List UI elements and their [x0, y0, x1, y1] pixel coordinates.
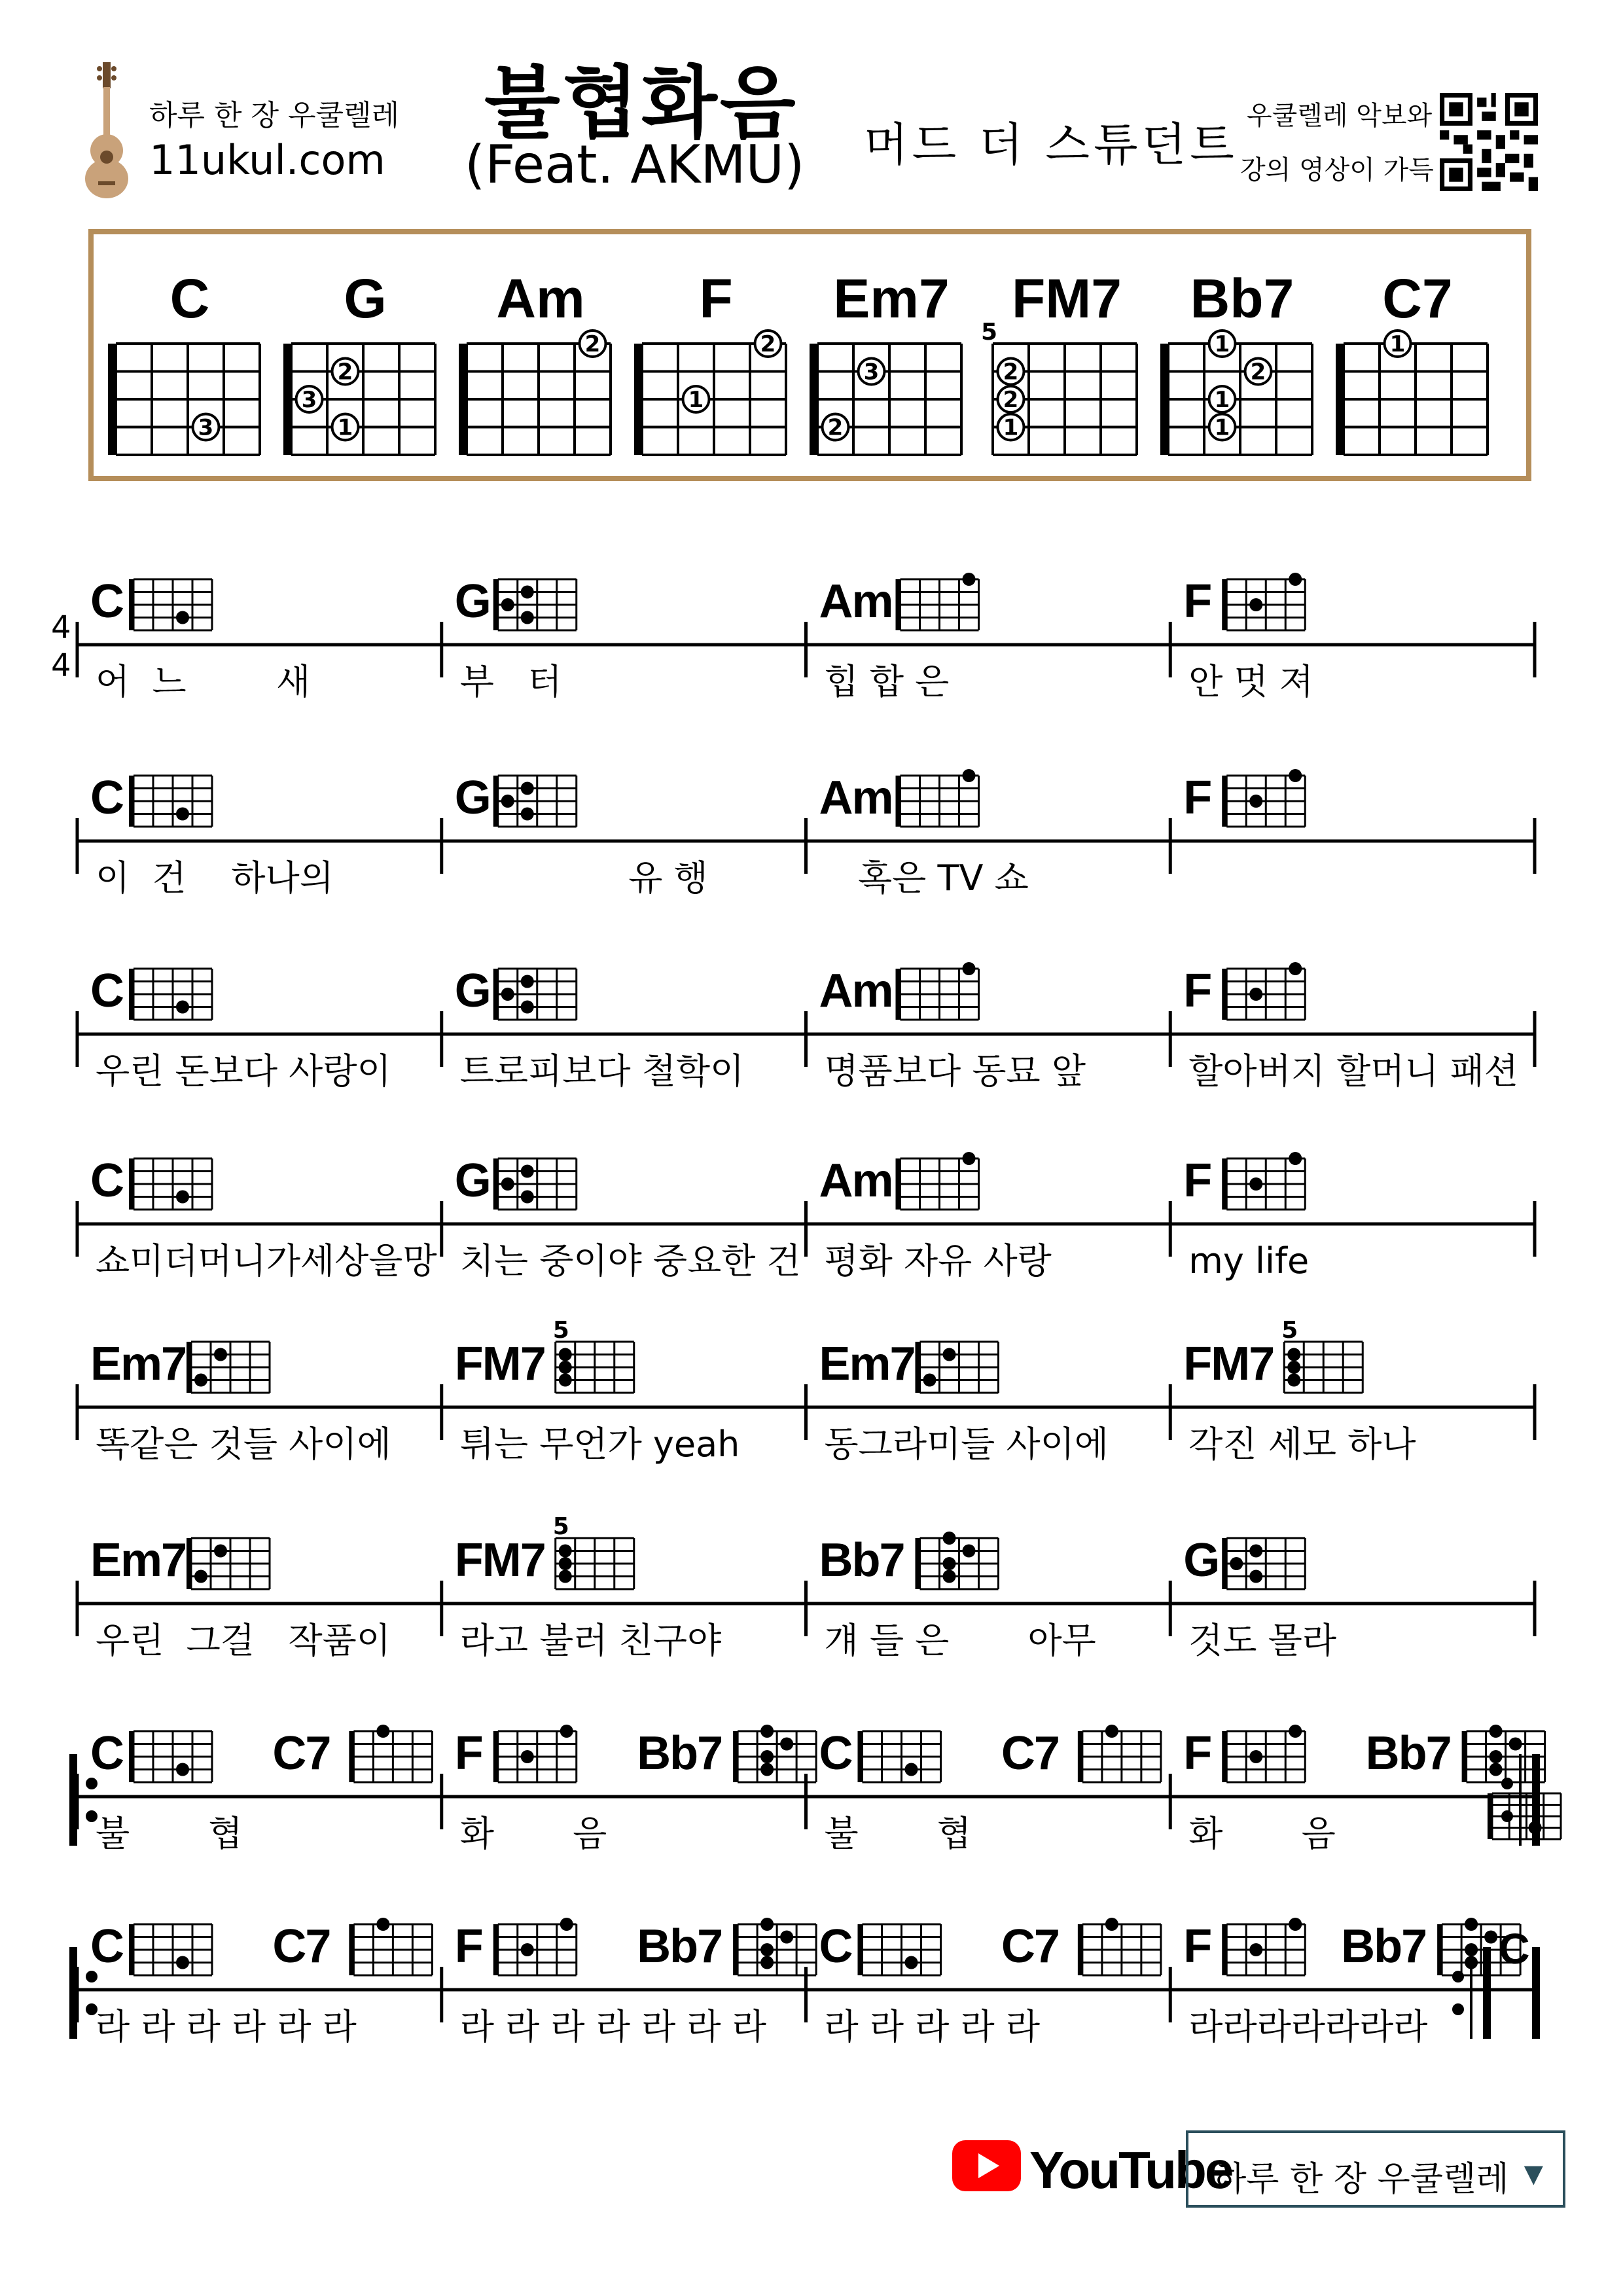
lyric-text: 부 터: [459, 661, 562, 702]
chord-symbol: G: [1183, 1534, 1219, 1587]
finger-number: 2: [760, 331, 776, 357]
chord-symbol: F: [454, 1727, 482, 1780]
chord-symbol: F: [1183, 965, 1211, 1017]
finger-number: 1: [1003, 414, 1019, 441]
finger-dot: [1529, 1821, 1542, 1835]
finger-dot: [559, 1570, 572, 1583]
finger-dot: [1105, 1918, 1118, 1931]
lyric-text: 안 멋 져: [1188, 661, 1314, 702]
fret-position-label: 5: [552, 1513, 569, 1540]
chord-symbol: G: [454, 575, 490, 628]
finger-dot: [521, 1001, 534, 1014]
finger-dot: [1249, 1177, 1262, 1191]
chord-symbol: C: [90, 575, 123, 628]
finger-dot: [521, 1191, 534, 1204]
finger-dot: [1105, 1725, 1118, 1738]
chord-symbol: G: [454, 772, 490, 824]
finger-dot: [176, 808, 189, 821]
finger-dot: [760, 1918, 774, 1931]
finger-dot: [760, 1943, 774, 1956]
finger-dot: [560, 1918, 573, 1931]
finger-dot: [214, 1348, 227, 1361]
chord-symbol: C7: [272, 1727, 330, 1780]
lyric-text: 걔 들 은 아무: [824, 1620, 1096, 1661]
repeat-dot: [1501, 1778, 1513, 1789]
chord-symbol: C7: [1001, 1920, 1059, 1973]
lyric-text: 명품보다 동묘 앞: [824, 1050, 1086, 1092]
chord-symbol: C: [819, 1727, 852, 1780]
finger-dot: [760, 1956, 774, 1969]
chord-chart-name: Em7: [833, 268, 950, 329]
finger-dot: [1287, 1374, 1300, 1387]
lyric-text: 튀는 무언가 yeah: [459, 1424, 740, 1465]
finger-dot: [1289, 769, 1302, 782]
youtube-wordmark: YouTube: [1029, 2141, 1232, 2199]
chord-symbol: G: [454, 965, 490, 1017]
chord-symbol: C: [1499, 1924, 1530, 1973]
finger-dot: [963, 1152, 976, 1165]
finger-dot: [1289, 1725, 1302, 1738]
finger-dot: [963, 1545, 976, 1558]
finger-dot: [760, 1750, 774, 1763]
finger-dot: [1484, 1931, 1497, 1944]
repeat-start-thick: [69, 1947, 77, 2039]
finger-dot: [521, 808, 534, 821]
finger-dot: [376, 1725, 389, 1738]
finger-dot: [521, 1943, 534, 1956]
lyric-text: 각진 세모 하나: [1188, 1424, 1416, 1465]
fret-position-label: 5: [981, 319, 998, 346]
finger-dot: [1289, 1152, 1302, 1165]
chord-chart-name: F: [699, 268, 733, 329]
lyric-text: 힙 합 은: [824, 661, 950, 702]
finger-dot: [1287, 1348, 1300, 1361]
lyric-text: my life: [1188, 1240, 1310, 1282]
chord-symbol: C7: [272, 1920, 330, 1973]
finger-dot: [1249, 1545, 1262, 1558]
chord-chart-name: G: [344, 268, 387, 329]
chord-chart-name: C7: [1382, 268, 1453, 329]
finger-dot: [1249, 1943, 1262, 1956]
finger-number: 2: [584, 331, 601, 357]
lyric-text: 어 느 새: [96, 661, 311, 702]
finger-number: 2: [1250, 359, 1266, 386]
finger-dot: [1249, 1750, 1262, 1763]
lyric-text: 라 라 라 라 라 라 라: [459, 2006, 766, 2047]
finger-dot: [1249, 795, 1262, 808]
finger-number: 3: [301, 387, 317, 413]
channel-select[interactable]: [1186, 2130, 1565, 2208]
youtube-logo[interactable]: [952, 2140, 1232, 2199]
brand-url: 11ukul.com: [149, 136, 385, 184]
finger-dot: [176, 1001, 189, 1014]
finger-number: 2: [827, 414, 844, 441]
lyric-text: 혹은 TV 쇼: [824, 857, 1029, 899]
finger-dot: [943, 1570, 956, 1583]
lyric-text: 라고 불러 친구야: [459, 1620, 722, 1661]
finger-dot: [194, 1374, 207, 1387]
lyric-text: 치는 중이야 중요한 건: [459, 1240, 801, 1282]
finger-number: 3: [198, 414, 214, 441]
lyric-text: 유 행: [459, 857, 708, 899]
finger-dot: [1489, 1750, 1503, 1763]
lyric-text: 우린 그걸 작품이: [96, 1620, 391, 1661]
finger-dot: [1249, 1570, 1262, 1583]
chord-chart-name: C: [169, 268, 210, 329]
finger-dot: [1230, 1557, 1243, 1570]
finger-dot: [963, 769, 976, 782]
chord-symbol: Bb7: [1341, 1920, 1427, 1973]
chord-symbol: F: [454, 1920, 482, 1973]
finger-dot: [963, 573, 976, 586]
finger-dot: [559, 1557, 572, 1570]
chord-symbol: C: [90, 1155, 123, 1207]
chord-symbol: G: [454, 1155, 490, 1207]
lyric-text: 것도 몰라: [1188, 1620, 1337, 1661]
finger-dot: [559, 1361, 572, 1374]
lyric-text: 쇼미더머니가세상을망: [96, 1240, 437, 1282]
finger-dot: [559, 1374, 572, 1387]
finger-dot: [376, 1918, 389, 1931]
youtube-play-icon: [952, 2140, 1021, 2191]
finger-dot: [559, 1545, 572, 1558]
lyric-text: 동그라미들 사이에: [824, 1424, 1109, 1465]
chord-symbol: FM7: [454, 1338, 545, 1390]
chord-symbol: Am: [819, 772, 893, 824]
finger-dot: [1489, 1725, 1503, 1738]
chord-symbol: F: [1183, 1920, 1211, 1973]
finger-dot: [963, 962, 976, 975]
finger-dot: [1289, 1918, 1302, 1931]
finger-dot: [905, 1763, 918, 1776]
chord-symbol: Em7: [90, 1338, 187, 1390]
promo-text-line1: 우쿨렐레 악보와: [1247, 101, 1433, 131]
finger-dot: [1465, 1918, 1478, 1931]
lyric-text: 똑같은 것들 사이에: [96, 1424, 391, 1465]
dropdown-triangle-icon: ▼: [1524, 2159, 1543, 2188]
lyric-text: 라 라 라 라 라: [824, 2006, 1040, 2047]
chord-symbol: C: [90, 965, 123, 1017]
finger-dot: [1509, 1738, 1522, 1751]
finger-dot: [1287, 1361, 1300, 1374]
finger-number: 2: [337, 359, 353, 386]
finger-number: 1: [688, 387, 704, 413]
finger-number: 2: [1003, 387, 1019, 413]
finger-dot: [501, 988, 514, 1001]
chord-symbol: F: [1183, 1727, 1211, 1780]
chord-symbol: Bb7: [637, 1727, 722, 1780]
finger-dot: [176, 1191, 189, 1204]
chord-symbol: C: [819, 1920, 852, 1973]
finger-dot: [943, 1557, 956, 1570]
repeat-start-thick: [69, 1754, 77, 1846]
lyric-text: 우린 돈보다 사랑이: [96, 1050, 391, 1092]
promo-text-line2: 강의 영상이 가득: [1240, 155, 1434, 185]
lyric-text: 라 라 라 라 라 라: [96, 2006, 357, 2047]
finger-dot: [1465, 1956, 1478, 1969]
finger-dot: [923, 1374, 936, 1387]
finger-dot: [521, 782, 534, 795]
finger-dot: [1465, 1943, 1478, 1956]
finger-dot: [501, 1177, 514, 1191]
finger-dot: [760, 1725, 774, 1738]
finger-dot: [176, 1763, 189, 1776]
song-title: 불협화음: [484, 58, 798, 149]
lyric-text: 트로피보다 철학이: [459, 1050, 745, 1092]
finger-number: 1: [337, 414, 353, 441]
finger-dot: [1489, 1763, 1503, 1776]
chord-symbol: Am: [819, 575, 893, 628]
finger-dot: [905, 1956, 918, 1969]
finger-dot: [521, 1165, 534, 1178]
finger-dot: [943, 1348, 956, 1361]
chord-chart-name: FM7: [1012, 268, 1122, 329]
finger-dot: [521, 975, 534, 988]
finger-dot: [559, 1348, 572, 1361]
finger-number: 1: [1214, 387, 1230, 413]
final-bar-thick: [1532, 1947, 1540, 2039]
lyric-text: 불 협: [96, 1813, 243, 1854]
finger-number: 2: [1003, 359, 1019, 386]
chord-chart-name: Bb7: [1190, 268, 1294, 329]
chord-symbol: F: [1183, 772, 1211, 824]
chord-symbol: C: [90, 772, 123, 824]
repeat-dot: [1452, 2003, 1464, 2015]
artist-name: 머드 더 스튜던트: [864, 118, 1238, 171]
chord-symbol: Em7: [90, 1534, 187, 1587]
lyric-text: 평화 자유 사랑: [824, 1240, 1052, 1282]
fret-position-label: 5: [552, 1317, 569, 1344]
finger-dot: [1289, 962, 1302, 975]
chord-symbol: C: [90, 1727, 123, 1780]
chord-symbol: F: [1183, 1155, 1211, 1207]
lyric-text: 화 음: [459, 1813, 607, 1854]
lyric-text: 이 건 하나의: [96, 857, 334, 899]
finger-dot: [1289, 573, 1302, 586]
finger-number: 1: [1214, 331, 1230, 357]
chord-symbol: Am: [819, 965, 893, 1017]
finger-dot: [501, 598, 514, 611]
channel-name: 하루 한 장 우쿨렐레: [1213, 2160, 1509, 2199]
chord-symbol: FM7: [1183, 1338, 1274, 1390]
finger-dot: [176, 1956, 189, 1969]
finger-dot: [560, 1725, 573, 1738]
chord-symbol: Bb7: [637, 1920, 722, 1973]
finger-dot: [521, 611, 534, 624]
chord-symbol: Bb7: [1365, 1727, 1451, 1780]
lyric-text: 라라라라라라라: [1188, 2006, 1428, 2047]
finger-dot: [521, 1750, 534, 1763]
finger-dot: [194, 1570, 207, 1583]
chord-symbol: Am: [819, 1155, 893, 1207]
chord-symbol: Bb7: [819, 1534, 904, 1587]
lyric-text: 할아버지 할머니 패션: [1188, 1050, 1519, 1092]
time-signature-top: 4: [51, 609, 71, 646]
finger-dot: [176, 611, 189, 624]
song-subtitle: (Feat. AKMU): [465, 134, 805, 195]
time-signature-bottom: 4: [51, 647, 71, 684]
finger-dot: [1249, 598, 1262, 611]
brand-name: 하루 한 장 우쿨렐레: [149, 99, 399, 132]
chord-symbol: C7: [1001, 1727, 1059, 1780]
lyric-text: 불 협: [824, 1813, 971, 1854]
finger-dot: [1249, 988, 1262, 1001]
finger-dot: [521, 586, 534, 599]
chord-symbol: Em7: [819, 1338, 915, 1390]
repeat-end-thick: [1483, 1947, 1491, 2039]
finger-number: 1: [1389, 331, 1406, 357]
finger-dot: [943, 1532, 956, 1545]
finger-dot: [214, 1545, 227, 1558]
chord-symbol: C: [90, 1920, 123, 1973]
finger-number: 3: [863, 359, 880, 386]
finger-dot: [501, 795, 514, 808]
finger-dot: [780, 1931, 793, 1944]
chord-chart-name: Am: [496, 268, 585, 329]
lyric-text: 화 음: [1188, 1813, 1336, 1854]
chord-symbol: FM7: [454, 1534, 545, 1587]
finger-number: 1: [1214, 414, 1230, 441]
finger-dot: [780, 1738, 793, 1751]
fret-position-label: 5: [1281, 1317, 1298, 1344]
chord-symbol: F: [1183, 575, 1211, 628]
finger-dot: [760, 1763, 774, 1776]
